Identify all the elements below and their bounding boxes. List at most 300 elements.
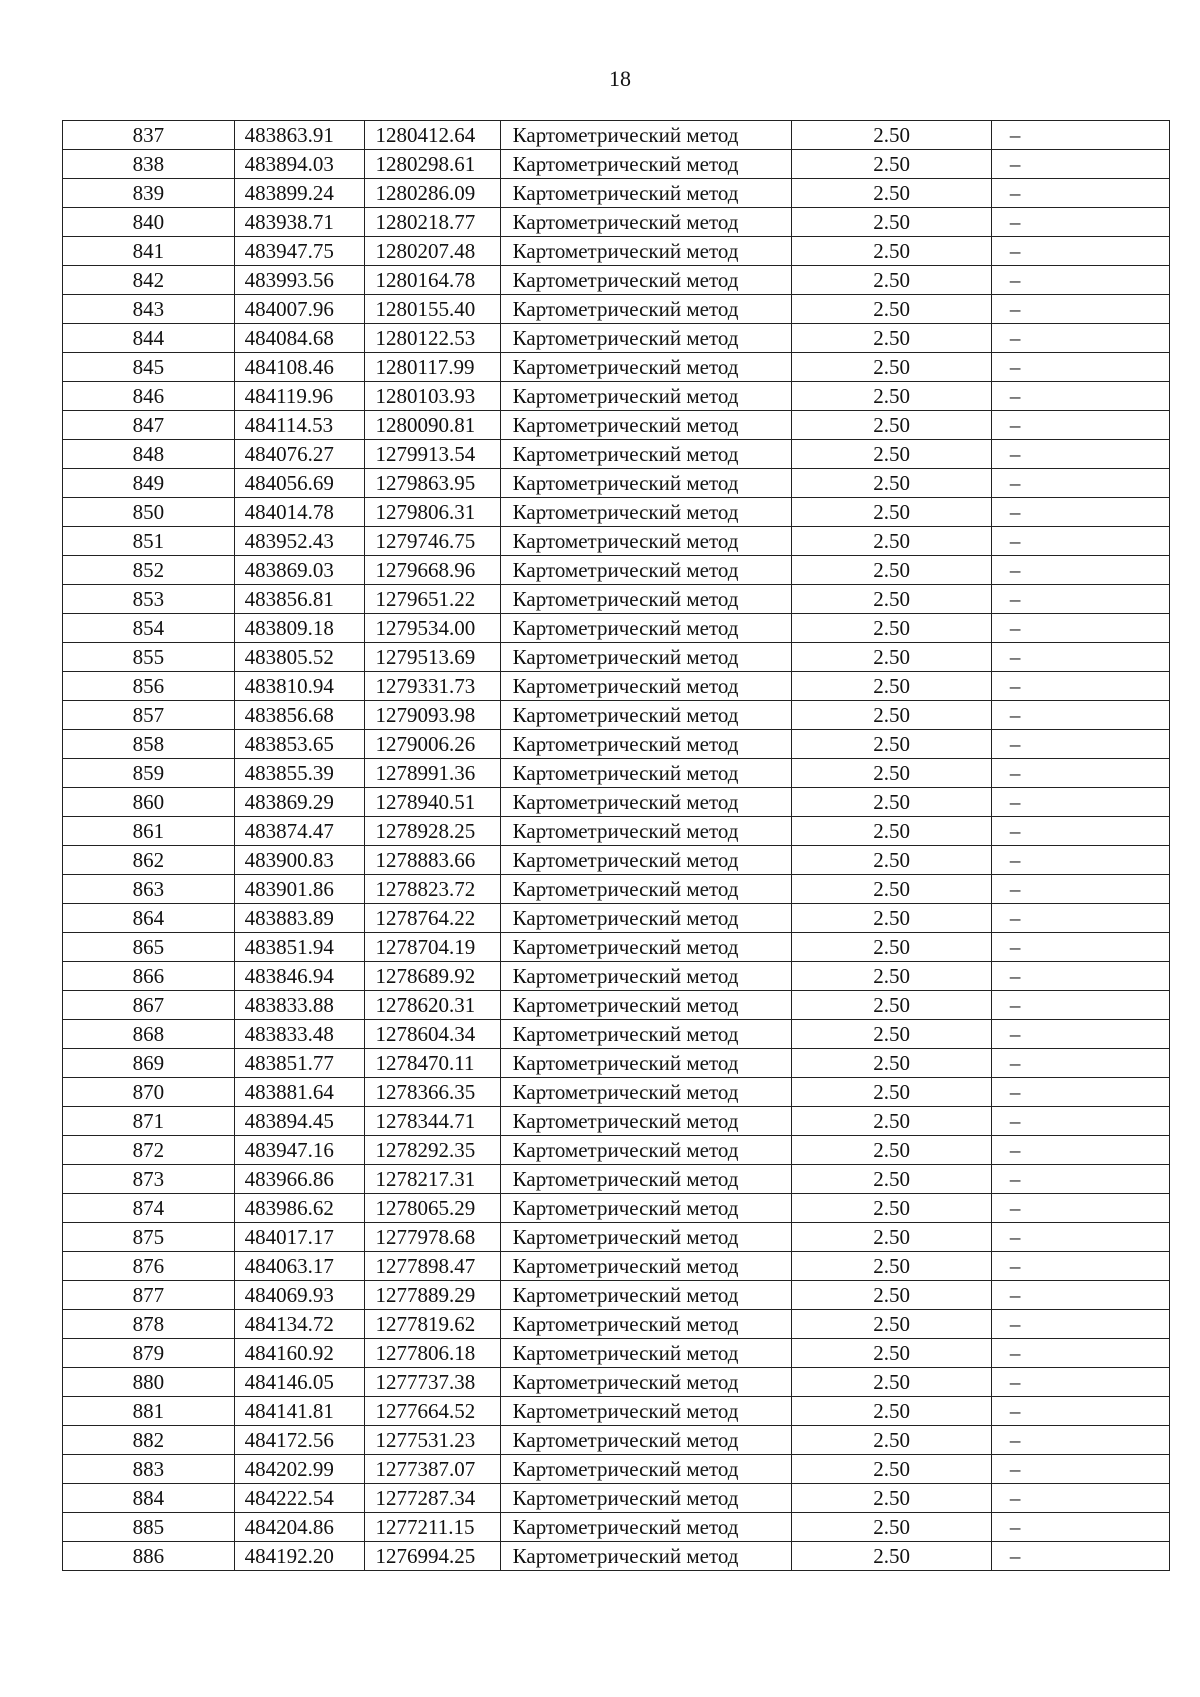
point-number-cell: 857 bbox=[63, 701, 235, 730]
y-coordinate-cell: 1278928.25 bbox=[365, 817, 500, 846]
x-coordinate-cell: 483883.89 bbox=[234, 904, 365, 933]
method-cell: Картометрический метод bbox=[500, 179, 792, 208]
y-coordinate-cell: 1277531.23 bbox=[365, 1426, 500, 1455]
y-coordinate-cell: 1278065.29 bbox=[365, 1194, 500, 1223]
table-row bbox=[63, 817, 1170, 846]
y-coordinate-cell: 1278689.92 bbox=[365, 962, 500, 991]
table-row bbox=[63, 1078, 1170, 1107]
accuracy-cell: 2.50 bbox=[792, 730, 992, 759]
y-coordinate-cell: 1278991.36 bbox=[365, 759, 500, 788]
method-cell: Картометрический метод bbox=[500, 353, 792, 382]
accuracy-cell: 2.50 bbox=[792, 1136, 992, 1165]
table-row bbox=[63, 991, 1170, 1020]
note-cell: – bbox=[991, 1078, 1169, 1107]
point-number-cell: 873 bbox=[63, 1165, 235, 1194]
method-cell: Картометрический метод bbox=[500, 1542, 792, 1571]
table-row bbox=[63, 904, 1170, 933]
note-cell: – bbox=[991, 150, 1169, 179]
accuracy-cell: 2.50 bbox=[792, 701, 992, 730]
y-coordinate-cell: 1280090.81 bbox=[365, 411, 500, 440]
point-number-cell: 853 bbox=[63, 585, 235, 614]
method-cell: Картометрический метод bbox=[500, 208, 792, 237]
y-coordinate-cell: 1280207.48 bbox=[365, 237, 500, 266]
method-cell: Картометрический метод bbox=[500, 150, 792, 179]
method-cell: Картометрический метод bbox=[500, 556, 792, 585]
note-cell: – bbox=[991, 701, 1169, 730]
x-coordinate-cell: 483851.94 bbox=[234, 933, 365, 962]
table-body bbox=[63, 121, 1170, 1571]
y-coordinate-cell: 1280286.09 bbox=[365, 179, 500, 208]
accuracy-cell: 2.50 bbox=[792, 411, 992, 440]
x-coordinate-cell: 484172.56 bbox=[234, 1426, 365, 1455]
accuracy-cell: 2.50 bbox=[792, 875, 992, 904]
y-coordinate-cell: 1278823.72 bbox=[365, 875, 500, 904]
method-cell: Картометрический метод bbox=[500, 1252, 792, 1281]
table-row bbox=[63, 701, 1170, 730]
y-coordinate-cell: 1280122.53 bbox=[365, 324, 500, 353]
table-row bbox=[63, 1455, 1170, 1484]
method-cell: Картометрический метод bbox=[500, 411, 792, 440]
accuracy-cell: 2.50 bbox=[792, 1078, 992, 1107]
note-cell: – bbox=[991, 353, 1169, 382]
y-coordinate-cell: 1277287.34 bbox=[365, 1484, 500, 1513]
table-row bbox=[63, 411, 1170, 440]
method-cell: Картометрический метод bbox=[500, 324, 792, 353]
note-cell: – bbox=[991, 1136, 1169, 1165]
y-coordinate-cell: 1279093.98 bbox=[365, 701, 500, 730]
table-row bbox=[63, 324, 1170, 353]
accuracy-cell: 2.50 bbox=[792, 1426, 992, 1455]
table-row bbox=[63, 498, 1170, 527]
method-cell: Картометрический метод bbox=[500, 1078, 792, 1107]
method-cell: Картометрический метод bbox=[500, 1368, 792, 1397]
method-cell: Картометрический метод bbox=[500, 527, 792, 556]
note-cell: – bbox=[991, 208, 1169, 237]
y-coordinate-cell: 1279534.00 bbox=[365, 614, 500, 643]
method-cell: Картометрический метод bbox=[500, 1194, 792, 1223]
note-cell: – bbox=[991, 614, 1169, 643]
point-number-cell: 860 bbox=[63, 788, 235, 817]
note-cell: – bbox=[991, 1513, 1169, 1542]
y-coordinate-cell: 1276994.25 bbox=[365, 1542, 500, 1571]
table-row bbox=[63, 1542, 1170, 1571]
note-cell: – bbox=[991, 498, 1169, 527]
accuracy-cell: 2.50 bbox=[792, 904, 992, 933]
method-cell: Картометрический метод bbox=[500, 933, 792, 962]
table-row bbox=[63, 469, 1170, 498]
table-row bbox=[63, 672, 1170, 701]
table-row bbox=[63, 846, 1170, 875]
accuracy-cell: 2.50 bbox=[792, 1368, 992, 1397]
point-number-cell: 884 bbox=[63, 1484, 235, 1513]
table-row bbox=[63, 237, 1170, 266]
note-cell: – bbox=[991, 179, 1169, 208]
note-cell: – bbox=[991, 1165, 1169, 1194]
note-cell: – bbox=[991, 382, 1169, 411]
y-coordinate-cell: 1277806.18 bbox=[365, 1339, 500, 1368]
table-row bbox=[63, 121, 1170, 150]
x-coordinate-cell: 483833.88 bbox=[234, 991, 365, 1020]
method-cell: Картометрический метод bbox=[500, 1049, 792, 1078]
coordinates-table bbox=[62, 120, 1170, 1571]
point-number-cell: 843 bbox=[63, 295, 235, 324]
point-number-cell: 879 bbox=[63, 1339, 235, 1368]
y-coordinate-cell: 1278292.35 bbox=[365, 1136, 500, 1165]
y-coordinate-cell: 1280164.78 bbox=[365, 266, 500, 295]
accuracy-cell: 2.50 bbox=[792, 121, 992, 150]
method-cell: Картометрический метод bbox=[500, 730, 792, 759]
x-coordinate-cell: 484160.92 bbox=[234, 1339, 365, 1368]
x-coordinate-cell: 484076.27 bbox=[234, 440, 365, 469]
note-cell: – bbox=[991, 1252, 1169, 1281]
method-cell: Картометрический метод bbox=[500, 1107, 792, 1136]
method-cell: Картометрический метод bbox=[500, 672, 792, 701]
point-number-cell: 856 bbox=[63, 672, 235, 701]
table-row bbox=[63, 730, 1170, 759]
x-coordinate-cell: 484134.72 bbox=[234, 1310, 365, 1339]
accuracy-cell: 2.50 bbox=[792, 469, 992, 498]
x-coordinate-cell: 483874.47 bbox=[234, 817, 365, 846]
x-coordinate-cell: 483900.83 bbox=[234, 846, 365, 875]
point-number-cell: 854 bbox=[63, 614, 235, 643]
accuracy-cell: 2.50 bbox=[792, 324, 992, 353]
point-number-cell: 870 bbox=[63, 1078, 235, 1107]
x-coordinate-cell: 483809.18 bbox=[234, 614, 365, 643]
method-cell: Картометрический метод bbox=[500, 237, 792, 266]
note-cell: – bbox=[991, 817, 1169, 846]
accuracy-cell: 2.50 bbox=[792, 237, 992, 266]
point-number-cell: 858 bbox=[63, 730, 235, 759]
note-cell: – bbox=[991, 759, 1169, 788]
note-cell: – bbox=[991, 469, 1169, 498]
method-cell: Картометрический метод bbox=[500, 266, 792, 295]
y-coordinate-cell: 1277898.47 bbox=[365, 1252, 500, 1281]
note-cell: – bbox=[991, 1397, 1169, 1426]
point-number-cell: 871 bbox=[63, 1107, 235, 1136]
point-number-cell: 878 bbox=[63, 1310, 235, 1339]
accuracy-cell: 2.50 bbox=[792, 846, 992, 875]
y-coordinate-cell: 1277387.07 bbox=[365, 1455, 500, 1484]
note-cell: – bbox=[991, 266, 1169, 295]
table-row bbox=[63, 1020, 1170, 1049]
x-coordinate-cell: 484063.17 bbox=[234, 1252, 365, 1281]
method-cell: Картометрический метод bbox=[500, 701, 792, 730]
method-cell: Картометрический метод bbox=[500, 1484, 792, 1513]
accuracy-cell: 2.50 bbox=[792, 1020, 992, 1049]
y-coordinate-cell: 1277978.68 bbox=[365, 1223, 500, 1252]
point-number-cell: 862 bbox=[63, 846, 235, 875]
accuracy-cell: 2.50 bbox=[792, 1397, 992, 1426]
x-coordinate-cell: 483952.43 bbox=[234, 527, 365, 556]
point-number-cell: 849 bbox=[63, 469, 235, 498]
note-cell: – bbox=[991, 904, 1169, 933]
x-coordinate-cell: 483855.39 bbox=[234, 759, 365, 788]
method-cell: Картометрический метод bbox=[500, 1339, 792, 1368]
accuracy-cell: 2.50 bbox=[792, 1049, 992, 1078]
method-cell: Картометрический метод bbox=[500, 498, 792, 527]
y-coordinate-cell: 1278217.31 bbox=[365, 1165, 500, 1194]
x-coordinate-cell: 484222.54 bbox=[234, 1484, 365, 1513]
y-coordinate-cell: 1279651.22 bbox=[365, 585, 500, 614]
x-coordinate-cell: 484192.20 bbox=[234, 1542, 365, 1571]
table-row bbox=[63, 295, 1170, 324]
accuracy-cell: 2.50 bbox=[792, 353, 992, 382]
accuracy-cell: 2.50 bbox=[792, 440, 992, 469]
method-cell: Картометрический метод bbox=[500, 1426, 792, 1455]
y-coordinate-cell: 1277737.38 bbox=[365, 1368, 500, 1397]
accuracy-cell: 2.50 bbox=[792, 585, 992, 614]
point-number-cell: 864 bbox=[63, 904, 235, 933]
y-coordinate-cell: 1279331.73 bbox=[365, 672, 500, 701]
note-cell: – bbox=[991, 1107, 1169, 1136]
accuracy-cell: 2.50 bbox=[792, 643, 992, 672]
table-row bbox=[63, 382, 1170, 411]
x-coordinate-cell: 484108.46 bbox=[234, 353, 365, 382]
method-cell: Картометрический метод bbox=[500, 991, 792, 1020]
accuracy-cell: 2.50 bbox=[792, 1310, 992, 1339]
accuracy-cell: 2.50 bbox=[792, 1455, 992, 1484]
x-coordinate-cell: 483869.29 bbox=[234, 788, 365, 817]
note-cell: – bbox=[991, 991, 1169, 1020]
point-number-cell: 881 bbox=[63, 1397, 235, 1426]
accuracy-cell: 2.50 bbox=[792, 672, 992, 701]
point-number-cell: 865 bbox=[63, 933, 235, 962]
note-cell: – bbox=[991, 1455, 1169, 1484]
method-cell: Картометрический метод bbox=[500, 788, 792, 817]
note-cell: – bbox=[991, 1368, 1169, 1397]
note-cell: – bbox=[991, 556, 1169, 585]
accuracy-cell: 2.50 bbox=[792, 614, 992, 643]
method-cell: Картометрический метод bbox=[500, 1020, 792, 1049]
table-row bbox=[63, 1049, 1170, 1078]
point-number-cell: 868 bbox=[63, 1020, 235, 1049]
point-number-cell: 866 bbox=[63, 962, 235, 991]
y-coordinate-cell: 1277211.15 bbox=[365, 1513, 500, 1542]
table-row bbox=[63, 1513, 1170, 1542]
y-coordinate-cell: 1279863.95 bbox=[365, 469, 500, 498]
accuracy-cell: 2.50 bbox=[792, 1542, 992, 1571]
x-coordinate-cell: 483901.86 bbox=[234, 875, 365, 904]
x-coordinate-cell: 483986.62 bbox=[234, 1194, 365, 1223]
x-coordinate-cell: 483863.91 bbox=[234, 121, 365, 150]
y-coordinate-cell: 1277819.62 bbox=[365, 1310, 500, 1339]
table-row bbox=[63, 179, 1170, 208]
accuracy-cell: 2.50 bbox=[792, 295, 992, 324]
x-coordinate-cell: 483947.16 bbox=[234, 1136, 365, 1165]
table-row bbox=[63, 150, 1170, 179]
x-coordinate-cell: 484014.78 bbox=[234, 498, 365, 527]
table-row bbox=[63, 962, 1170, 991]
accuracy-cell: 2.50 bbox=[792, 962, 992, 991]
method-cell: Картометрический метод bbox=[500, 846, 792, 875]
table-row bbox=[63, 875, 1170, 904]
point-number-cell: 872 bbox=[63, 1136, 235, 1165]
note-cell: – bbox=[991, 1020, 1169, 1049]
y-coordinate-cell: 1280117.99 bbox=[365, 353, 500, 382]
note-cell: – bbox=[991, 962, 1169, 991]
accuracy-cell: 2.50 bbox=[792, 527, 992, 556]
point-number-cell: 844 bbox=[63, 324, 235, 353]
point-number-cell: 875 bbox=[63, 1223, 235, 1252]
method-cell: Картометрический метод bbox=[500, 614, 792, 643]
method-cell: Картометрический метод bbox=[500, 904, 792, 933]
y-coordinate-cell: 1280103.93 bbox=[365, 382, 500, 411]
point-number-cell: 876 bbox=[63, 1252, 235, 1281]
x-coordinate-cell: 483853.65 bbox=[234, 730, 365, 759]
y-coordinate-cell: 1280218.77 bbox=[365, 208, 500, 237]
table-row bbox=[63, 1426, 1170, 1455]
point-number-cell: 840 bbox=[63, 208, 235, 237]
x-coordinate-cell: 484141.81 bbox=[234, 1397, 365, 1426]
accuracy-cell: 2.50 bbox=[792, 266, 992, 295]
y-coordinate-cell: 1278344.71 bbox=[365, 1107, 500, 1136]
x-coordinate-cell: 484084.68 bbox=[234, 324, 365, 353]
note-cell: – bbox=[991, 295, 1169, 324]
point-number-cell: 852 bbox=[63, 556, 235, 585]
point-number-cell: 882 bbox=[63, 1426, 235, 1455]
x-coordinate-cell: 484146.05 bbox=[234, 1368, 365, 1397]
point-number-cell: 877 bbox=[63, 1281, 235, 1310]
note-cell: – bbox=[991, 121, 1169, 150]
y-coordinate-cell: 1277889.29 bbox=[365, 1281, 500, 1310]
point-number-cell: 841 bbox=[63, 237, 235, 266]
x-coordinate-cell: 483894.45 bbox=[234, 1107, 365, 1136]
table-row bbox=[63, 527, 1170, 556]
y-coordinate-cell: 1279806.31 bbox=[365, 498, 500, 527]
note-cell: – bbox=[991, 1484, 1169, 1513]
note-cell: – bbox=[991, 1542, 1169, 1571]
y-coordinate-cell: 1278470.11 bbox=[365, 1049, 500, 1078]
method-cell: Картометрический метод bbox=[500, 759, 792, 788]
table-row bbox=[63, 440, 1170, 469]
note-cell: – bbox=[991, 1426, 1169, 1455]
accuracy-cell: 2.50 bbox=[792, 498, 992, 527]
table-row bbox=[63, 643, 1170, 672]
x-coordinate-cell: 483833.48 bbox=[234, 1020, 365, 1049]
accuracy-cell: 2.50 bbox=[792, 1513, 992, 1542]
point-number-cell: 874 bbox=[63, 1194, 235, 1223]
table-row bbox=[63, 614, 1170, 643]
table-row bbox=[63, 1165, 1170, 1194]
note-cell: – bbox=[991, 1223, 1169, 1252]
y-coordinate-cell: 1279513.69 bbox=[365, 643, 500, 672]
y-coordinate-cell: 1278883.66 bbox=[365, 846, 500, 875]
note-cell: – bbox=[991, 1049, 1169, 1078]
point-number-cell: 880 bbox=[63, 1368, 235, 1397]
method-cell: Картометрический метод bbox=[500, 1310, 792, 1339]
note-cell: – bbox=[991, 237, 1169, 266]
x-coordinate-cell: 483851.77 bbox=[234, 1049, 365, 1078]
note-cell: – bbox=[991, 1339, 1169, 1368]
y-coordinate-cell: 1279006.26 bbox=[365, 730, 500, 759]
method-cell: Картометрический метод bbox=[500, 1513, 792, 1542]
note-cell: – bbox=[991, 788, 1169, 817]
table-row bbox=[63, 1339, 1170, 1368]
accuracy-cell: 2.50 bbox=[792, 933, 992, 962]
x-coordinate-cell: 484007.96 bbox=[234, 295, 365, 324]
accuracy-cell: 2.50 bbox=[792, 208, 992, 237]
table-row bbox=[63, 1368, 1170, 1397]
accuracy-cell: 2.50 bbox=[792, 1107, 992, 1136]
note-cell: – bbox=[991, 875, 1169, 904]
table-row bbox=[63, 1484, 1170, 1513]
y-coordinate-cell: 1279913.54 bbox=[365, 440, 500, 469]
accuracy-cell: 2.50 bbox=[792, 1194, 992, 1223]
x-coordinate-cell: 484069.93 bbox=[234, 1281, 365, 1310]
note-cell: – bbox=[991, 1194, 1169, 1223]
note-cell: – bbox=[991, 933, 1169, 962]
point-number-cell: 845 bbox=[63, 353, 235, 382]
method-cell: Картометрический метод bbox=[500, 643, 792, 672]
method-cell: Картометрический метод bbox=[500, 1165, 792, 1194]
point-number-cell: 861 bbox=[63, 817, 235, 846]
x-coordinate-cell: 483899.24 bbox=[234, 179, 365, 208]
x-coordinate-cell: 483846.94 bbox=[234, 962, 365, 991]
method-cell: Картометрический метод bbox=[500, 1455, 792, 1484]
table-row bbox=[63, 1310, 1170, 1339]
accuracy-cell: 2.50 bbox=[792, 1165, 992, 1194]
accuracy-cell: 2.50 bbox=[792, 556, 992, 585]
x-coordinate-cell: 483881.64 bbox=[234, 1078, 365, 1107]
point-number-cell: 850 bbox=[63, 498, 235, 527]
method-cell: Картометрический метод bbox=[500, 295, 792, 324]
point-number-cell: 838 bbox=[63, 150, 235, 179]
method-cell: Картометрический метод bbox=[500, 121, 792, 150]
method-cell: Картометрический метод bbox=[500, 1223, 792, 1252]
x-coordinate-cell: 484119.96 bbox=[234, 382, 365, 411]
y-coordinate-cell: 1279668.96 bbox=[365, 556, 500, 585]
table-row bbox=[63, 585, 1170, 614]
table-row bbox=[63, 1397, 1170, 1426]
table-row bbox=[63, 1252, 1170, 1281]
y-coordinate-cell: 1279746.75 bbox=[365, 527, 500, 556]
accuracy-cell: 2.50 bbox=[792, 991, 992, 1020]
note-cell: – bbox=[991, 411, 1169, 440]
x-coordinate-cell: 483810.94 bbox=[234, 672, 365, 701]
y-coordinate-cell: 1277664.52 bbox=[365, 1397, 500, 1426]
method-cell: Картометрический метод bbox=[500, 585, 792, 614]
point-number-cell: 855 bbox=[63, 643, 235, 672]
point-number-cell: 863 bbox=[63, 875, 235, 904]
table-row bbox=[63, 1223, 1170, 1252]
accuracy-cell: 2.50 bbox=[792, 817, 992, 846]
method-cell: Картометрический метод bbox=[500, 1281, 792, 1310]
table-row bbox=[63, 1136, 1170, 1165]
x-coordinate-cell: 483938.71 bbox=[234, 208, 365, 237]
point-number-cell: 886 bbox=[63, 1542, 235, 1571]
table-row bbox=[63, 933, 1170, 962]
y-coordinate-cell: 1280298.61 bbox=[365, 150, 500, 179]
y-coordinate-cell: 1280155.40 bbox=[365, 295, 500, 324]
point-number-cell: 839 bbox=[63, 179, 235, 208]
note-cell: – bbox=[991, 1281, 1169, 1310]
method-cell: Картометрический метод bbox=[500, 382, 792, 411]
y-coordinate-cell: 1278764.22 bbox=[365, 904, 500, 933]
method-cell: Картометрический метод bbox=[500, 469, 792, 498]
x-coordinate-cell: 483856.81 bbox=[234, 585, 365, 614]
table-row bbox=[63, 556, 1170, 585]
note-cell: – bbox=[991, 643, 1169, 672]
point-number-cell: 885 bbox=[63, 1513, 235, 1542]
method-cell: Картометрический метод bbox=[500, 817, 792, 846]
x-coordinate-cell: 483869.03 bbox=[234, 556, 365, 585]
accuracy-cell: 2.50 bbox=[792, 1339, 992, 1368]
point-number-cell: 847 bbox=[63, 411, 235, 440]
point-number-cell: 867 bbox=[63, 991, 235, 1020]
method-cell: Картометрический метод bbox=[500, 1397, 792, 1426]
accuracy-cell: 2.50 bbox=[792, 1281, 992, 1310]
note-cell: – bbox=[991, 527, 1169, 556]
